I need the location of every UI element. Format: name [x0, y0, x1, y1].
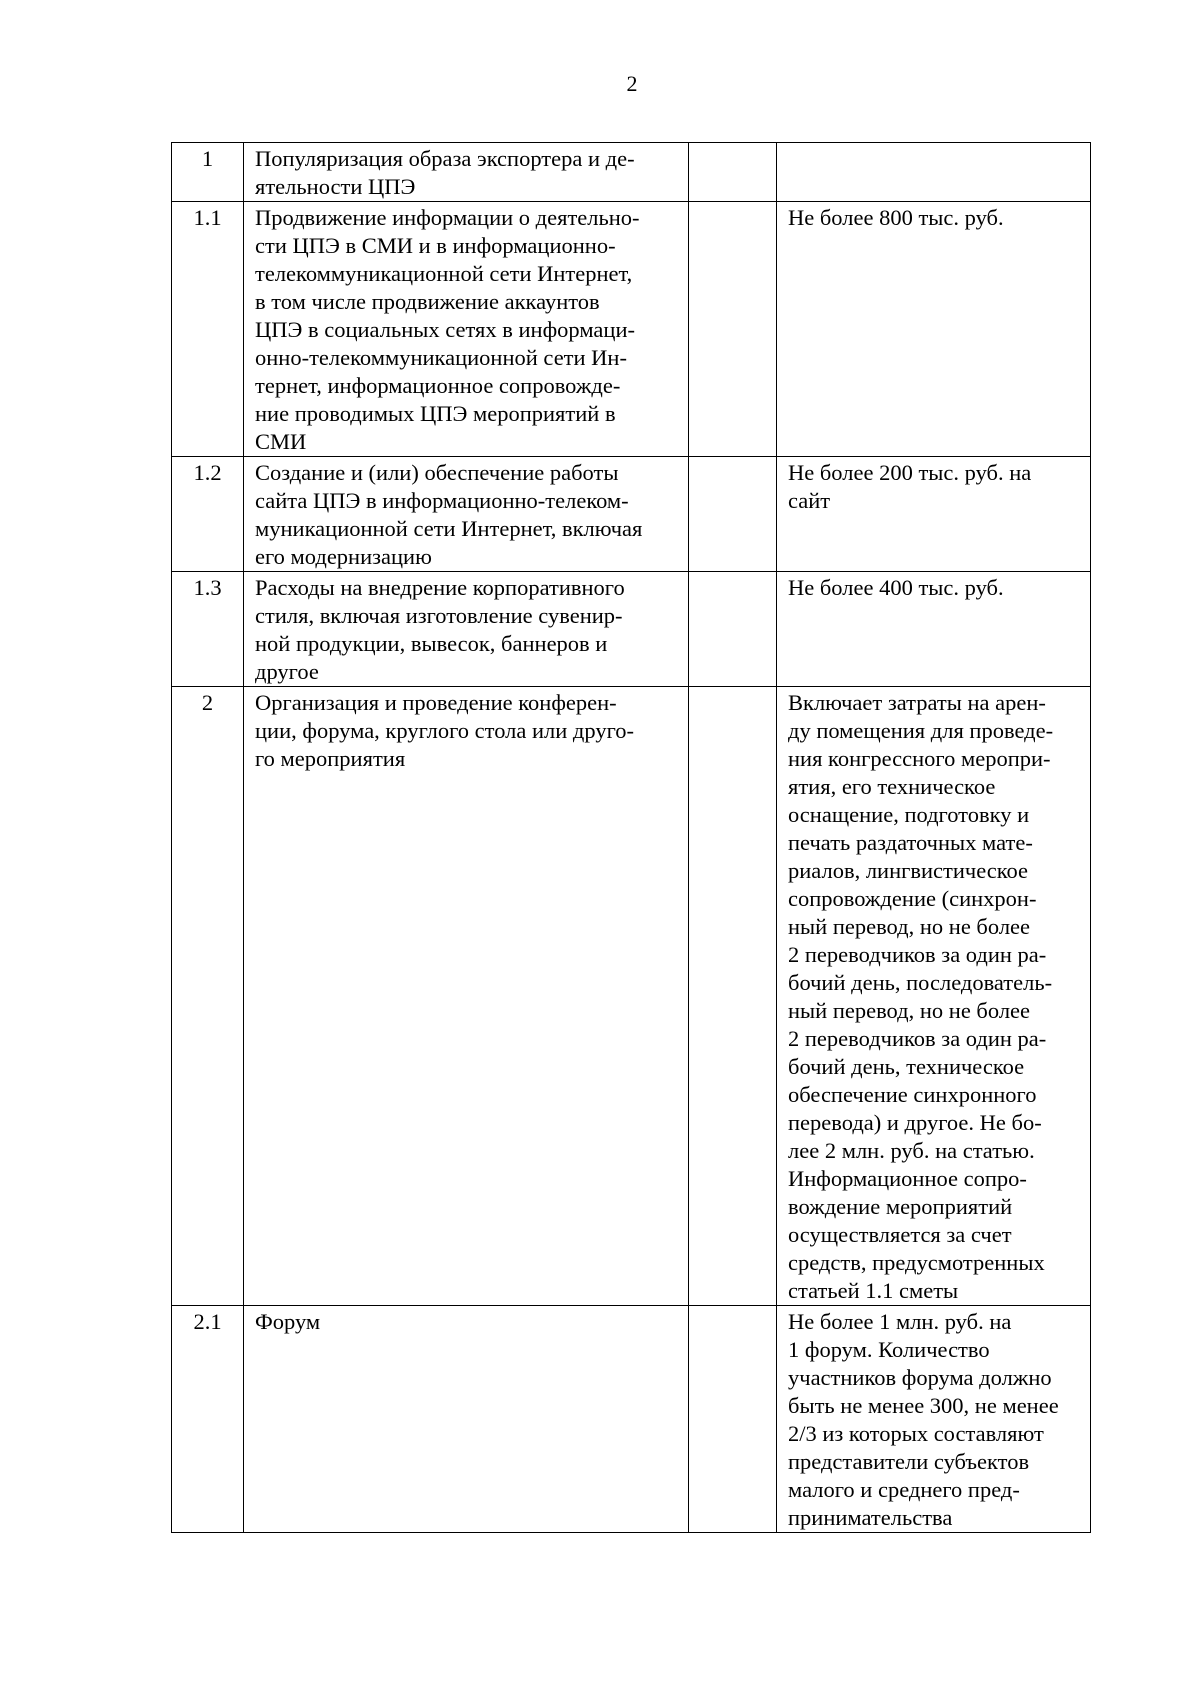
expense-item-name — [244, 457, 689, 572]
table-row — [172, 202, 1091, 457]
note-cell — [777, 457, 1091, 572]
row-number: 2.1 — [172, 1306, 244, 1533]
table-row — [172, 457, 1091, 572]
expense-item-text: Организация и проведение конферен- ции, форума, круглого стола или друго- го мероприятия — [255, 690, 634, 771]
row-number: 1.2 — [172, 457, 244, 572]
expense-item-name — [244, 143, 689, 202]
expense-item-text: Популяризация образа экспортера и де- ятельности ЦПЭ — [255, 146, 635, 199]
note-cell — [777, 202, 1091, 457]
amount-cell — [689, 572, 777, 687]
note-text: Не более 400 тыс. руб. — [788, 575, 1004, 600]
expense-item-text: Расходы на внедрение корпоративного стиля, включая изготовление сувенир- ной продукции, вывесок, баннеров и другое — [255, 575, 625, 684]
expense-item-name — [244, 202, 689, 457]
row-number: 1 — [172, 143, 244, 202]
expense-item-name — [244, 572, 689, 687]
expense-item-text: Создание и (или) обеспечение работы сайта ЦПЭ в информационно-телеком- муникационной сети Интернет, включая его модернизацию — [255, 460, 643, 569]
note-cell — [777, 143, 1091, 202]
expense-item-text: Продвижение информации о деятельно- сти ЦПЭ в СМИ и в информационно- телекоммуникационной сети Интернет, в том числе продвижение аккаунтов ЦПЭ в социальных сетях в информаци- онно-телекоммуникационной сети Ин- тернет, информационное сопровожде- ние проводимых ЦПЭ мероприятий в СМИ — [255, 205, 640, 454]
note-text: Не более 200 тыс. руб. на сайт — [788, 460, 1032, 513]
row-number: 2 — [172, 687, 244, 1306]
expense-item-name — [244, 687, 689, 1306]
note-cell — [777, 572, 1091, 687]
expense-item-name — [244, 1306, 689, 1533]
note-text: Не более 800 тыс. руб. — [788, 205, 1004, 230]
row-number: 1.3 — [172, 572, 244, 687]
table-row — [172, 687, 1091, 1306]
table-row — [172, 1306, 1091, 1533]
expense-item-text: Форум — [255, 1309, 321, 1334]
budget-table — [171, 142, 1091, 1533]
page-number: 2 — [626, 71, 638, 96]
amount-cell — [689, 1306, 777, 1533]
table-row — [172, 143, 1091, 202]
amount-cell — [689, 457, 777, 572]
amount-cell — [689, 202, 777, 457]
row-number: 1.1 — [172, 202, 244, 457]
table-row — [172, 572, 1091, 687]
amount-cell — [689, 143, 777, 202]
note-text: Не более 1 млн. руб. на 1 форум. Количество участников форума должно быть не менее 300, не менее 2/3 из которых составляют представители субъектов малого и среднего пред- принимательства — [788, 1309, 1059, 1530]
note-cell — [777, 1306, 1091, 1533]
note-text: Включает затраты на арен- ду помещения для проведе- ния конгрессного меропри- ятия, его техническое оснащение, подготовку и печать раздаточных мате- риалов, лингвистическое сопровождение (синхрон- ный перевод, но не более 2 переводчиков за один ра- бочий день, последователь- ный перевод, но не более 2 переводчиков за один ра- бочий день, техническое обеспечение синхронного перевода) и другое. Не бо- лее 2 млн. руб. на статью. Информационное сопро- вождение мероприятий осуществляется за счет средств, предусмотренных статьей 1.1 сметы — [788, 690, 1054, 1303]
amount-cell — [689, 687, 777, 1306]
note-cell — [777, 687, 1091, 1306]
